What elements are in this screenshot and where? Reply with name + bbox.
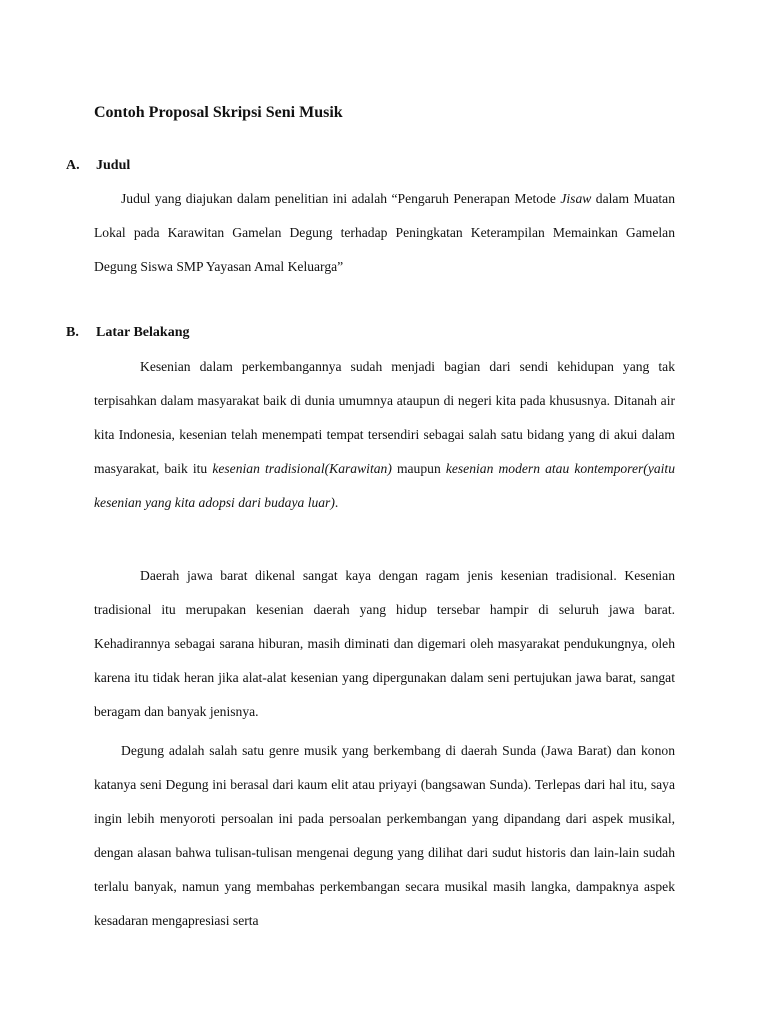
paragraph-italic-text: Jisaw bbox=[560, 191, 592, 206]
paragraph-text: Daerah jawa barat dikenal sangat kaya dengan ragam jenis kesenian tradisional. Kesenian tradisional itu merupakan kesenian daerah yang hidup tersebar hampir di seluruh jawa barat. Kehadirannya sebagai sarana hiburan, masih diminati dan digemari oleh masyarakat pendukungnya, oleh karena itu tidak heran jika alat-alat kesenian yang dipergunakan dalam seni pertujukan jawa barat, sangat beragam dan banyak jenisnya. bbox=[94, 568, 675, 719]
section-title: Latar Belakang bbox=[96, 325, 190, 340]
paragraph-italic-text: kesenian modern atau kontemporer(yaitu kesenian yang kita adopsi dari budaya luar) bbox=[94, 461, 676, 510]
section-heading-latar-belakang bbox=[66, 325, 189, 341]
paragraph-text: Kesenian dalam perkembangannya sudah menjadi bagian dari sendi kehidupan yang tak terpisahkan dalam masyarakat baik di dunia umumnya ataupun di negeri kita pada khususnya. Ditanah air kita Indonesia, kesenian telah menempati tempat tersendiri sebagai salah satu bidang yang di akui dalam masyarakat, baik itu bbox=[94, 359, 675, 476]
paragraph-text: Judul yang diajukan dalam penelitian ini adalah “Pengaruh Penerapan Metode bbox=[121, 191, 561, 206]
section-letter: A. bbox=[66, 158, 80, 173]
paragraph-latar-1 bbox=[94, 350, 675, 520]
paragraph-text: dalam Muatan Lokal pada Karawitan Gamelan Degung terhadap Peningkatan Keterampilan Memainkan Gamelan Degung Siswa SMP Yayasan Amal Keluarga” bbox=[94, 191, 675, 274]
section-heading-judul bbox=[66, 158, 130, 174]
paragraph-text: . bbox=[334, 495, 339, 510]
paragraph-judul bbox=[94, 182, 675, 284]
paragraph-text: Degung adalah salah satu genre musik yang berkembang di daerah Sunda (Jawa Barat) dan konon katanya seni Degung ini berasal dari kaum elit atau priyayi (bangsawan Sunda). Terlepas dari hal itu, saya ingin lebih menyoroti persoalan ini pada persoalan perkembangan yang dipandang dari aspek musikal, dengan alasan bahwa tulisan-tulisan mengenai degung yang dilihat dari sudut historis dan lain-lain sudah terlalu banyak, namun yang membahas perkembangan secara musikal masih langka, dampaknya aspek kesadaran mengapresiasi serta bbox=[94, 743, 675, 928]
section-letter: B. bbox=[66, 325, 79, 340]
paragraph-latar-3 bbox=[94, 734, 675, 938]
paragraph-latar-2 bbox=[94, 559, 675, 729]
paragraph-italic-text: kesenian tradisional(Karawitan) bbox=[212, 461, 392, 476]
section-title: Judul bbox=[96, 158, 131, 173]
paragraph-text: maupun bbox=[391, 461, 446, 476]
document-title: Contoh Proposal Skripsi Seni Musik bbox=[94, 104, 343, 121]
